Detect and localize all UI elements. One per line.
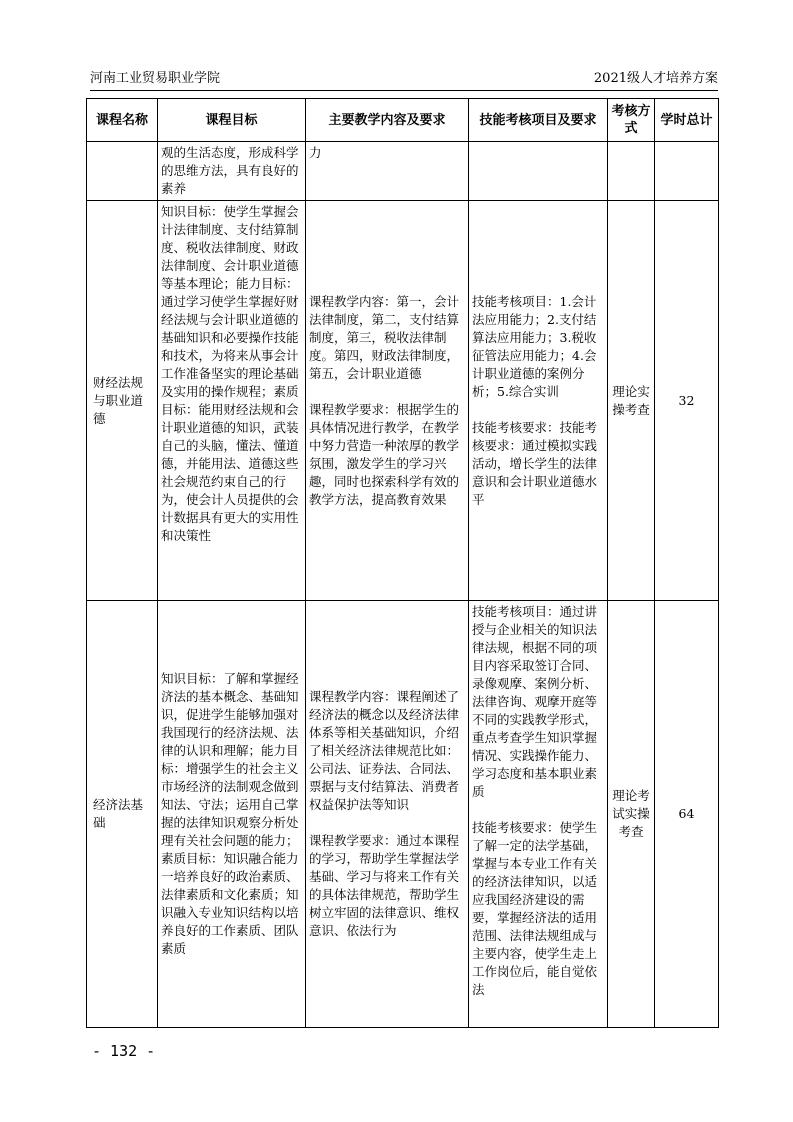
col-header-skill-assessment: 技能考核项目及要求 [469,99,608,142]
table-row [87,601,719,1028]
total-hours-cell: 64 [655,601,719,1028]
total-hours-cell: 32 [655,201,719,601]
total-hours-cell [655,142,719,201]
assessment-method-cell [608,142,655,201]
course-goal-cell: 知识目标：了解和掌握经济法的基本概念、基础知识，促进学生能够加强对我国现行的经济法规、法律的认识和理解；能力目标：增强学生的社会主义市场经济的法制观念做到知法、守法；运用自己掌握的法律知识观察分析处理有关社会问题的能力；素质目标：知识融合能力一培养良好的政治素质、法律素质和文化素质；知识融入专业知识结构以培养良好的工作素质、团队素质 [158,601,306,1028]
page-number: - 132 - [92,1042,156,1060]
teaching-requirement-text: 课程教学要求：通过本课程的学习，帮助学生掌握法学基础、学习与将来工作有关的具体法律规范，帮助学生树立牢固的法律意识、维权意识、依法行为 [309,833,460,938]
course-goal-cell: 知识目标：使学生掌握会计法律制度、支付结算制度、税收法律制度、财政法律制度、会计职业道德等基本理论；能力目标：通过学习使学生掌握好财经法规与会计职业道德的基础知识和必要操作技能和技术，为将来从事会计工作准备坚实的理论基础及实用的操作规程；素质目标：能用财经法规和会计职业道德的知识，武装自己的头脑，懂法、懂道德，并能用法、道德这些社会规范约束自己的行为，使会计人员提供的会计数据具有更大的实用性和决策性 [158,201,306,601]
course-table [86,98,719,1028]
course-name-cell [87,142,158,201]
skill-assessment-cell [469,601,608,1028]
col-header-course-goal: 课程目标 [158,99,306,142]
teaching-content-cell [306,601,469,1028]
table-row [87,201,719,601]
col-header-total-hours: 学时总计 [655,99,719,142]
skill-assessment-cell [469,201,608,601]
skill-assessment-cell [469,142,608,201]
course-goal-cell: 观的生活态度，形成科学的思维方法，具有良好的素养 [158,142,306,201]
teaching-content-cell [306,201,469,601]
skill-requirement-text: 技能考核要求：技能考核要求：通过模拟实践活动，增长学生的法律意识和会计职业道德水平 [472,419,598,507]
teaching-content-text: 课程教学内容：课程阐述了经济法的概念以及经济法律体系等相关基础知识，介绍了相关经济法律规范比如：公司法、证券法、合同法、票据与支付结算法、消费者权益保护法等知识 [309,689,460,812]
col-header-course-name: 课程名称 [87,99,158,142]
skill-items-text: 技能考核项目：通过讲授与企业相关的知识法律法规，根据不同的项目内容采取签订合同、录像观摩、案例分析、法律咨询、观摩开庭等不同的实践教学形式，重点考查学生知识掌握情况、实践操作能力、学习态度和基本职业素质 [472,604,598,799]
course-name-cell: 财经法规与职业道德 [87,201,158,601]
skill-items-text: 技能考核项目：1.会计法应用能力；2.支付结算法应用能力；3.税收征管法应用能力；4.会计职业道德的案例分析；5.综合实训 [472,293,597,399]
table-row [87,142,719,201]
skill-requirement-text: 技能考核要求：使学生了解一定的法学基础，掌握与本专业工作有关的经济法律知识，以适应我国经济建设的需要，掌握经济法的适用范围、法律法规组成与主要内容，使学生走上工作岗位后，能自觉依法 [472,820,598,997]
teaching-content-text: 力 [309,145,322,160]
teaching-content-text: 课程教学内容：第一，会计法律制度，第二，支付结算制度，第三，税收法律制度。第四，财政法律制度，第五，会计职业道德 [309,293,460,381]
course-name-cell: 经济法基础 [87,601,158,1028]
teaching-content-cell [306,142,469,201]
teaching-requirement-text: 课程教学要求：根据学生的具体情况进行教学，在教学中努力营造一种浓厚的教学氛围，激发学生的学习兴趣，同时也探索科学有效的教学方法，提高教育效果 [309,401,460,507]
assessment-method-cell: 理论实操考查 [608,201,655,601]
assessment-method-cell: 理论考试实操考查 [608,601,655,1028]
table-header-row [87,99,719,142]
page-header [90,66,718,91]
school-name: 河南工业贸易职业学院 [90,71,221,86]
col-header-teaching-content: 主要教学内容及要求 [306,99,469,142]
plan-title: 2021级人才培养方案 [593,71,718,86]
col-header-assessment-method: 考核方式 [608,99,655,142]
